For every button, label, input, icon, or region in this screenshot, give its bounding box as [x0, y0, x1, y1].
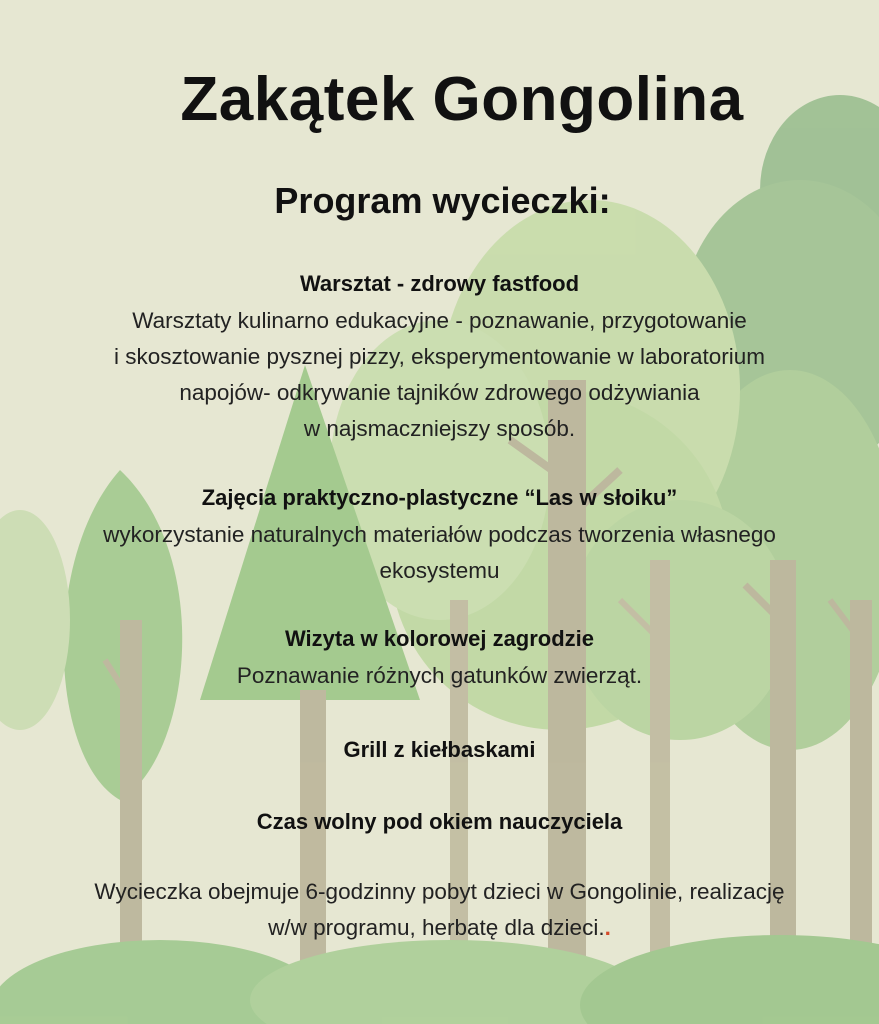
- program-subtitle: Program wycieczki:: [274, 180, 611, 221]
- section-text-workshop: [0, 303, 879, 447]
- section-heading-grill: Grill z kiełbaskami: [343, 737, 536, 762]
- text-line: napojów- odkrywanie tajników zdrowego odżywiania: [179, 380, 700, 405]
- text-line: i skosztowanie pysznej pizzy, eksperymentowanie w laboratorium: [113, 344, 766, 369]
- section-heading-art: Zajęcia praktyczno-plastyczne “Las w słoiku”: [201, 485, 678, 510]
- footer-note: [0, 874, 879, 946]
- section-heading-free-time: Czas wolny pod okiem nauczyciela: [256, 809, 623, 834]
- footer-line-text: w/w programu, herbatę dla dzieci.: [268, 915, 605, 940]
- text-line: w najsmaczniejszy sposób.: [303, 416, 576, 441]
- footer-line: Wycieczka obejmuje 6-godzinny pobyt dzieci w Gongolinie, realizację: [94, 879, 785, 904]
- accent-dot: .: [604, 915, 611, 940]
- section-heading-workshop: Warsztat - zdrowy fastfood: [299, 271, 580, 296]
- section-text-farm: [0, 658, 879, 694]
- text-line: ekosystemu: [379, 558, 500, 583]
- text-line: Poznawanie różnych gatunków zwierząt.: [236, 663, 643, 688]
- text-line: wykorzystanie naturalnych materiałów podczas tworzenia własnego: [103, 522, 776, 547]
- section-heading-farm: Wizyta w kolorowej zagrodzie: [284, 626, 595, 651]
- footer-line-2: [0, 910, 879, 946]
- section-text-art: [0, 517, 879, 589]
- text-line: Warsztaty kulinarno edukacyjne - poznawanie, przygotowanie: [132, 308, 747, 333]
- page-title: Zakątek Gongolina: [180, 65, 744, 134]
